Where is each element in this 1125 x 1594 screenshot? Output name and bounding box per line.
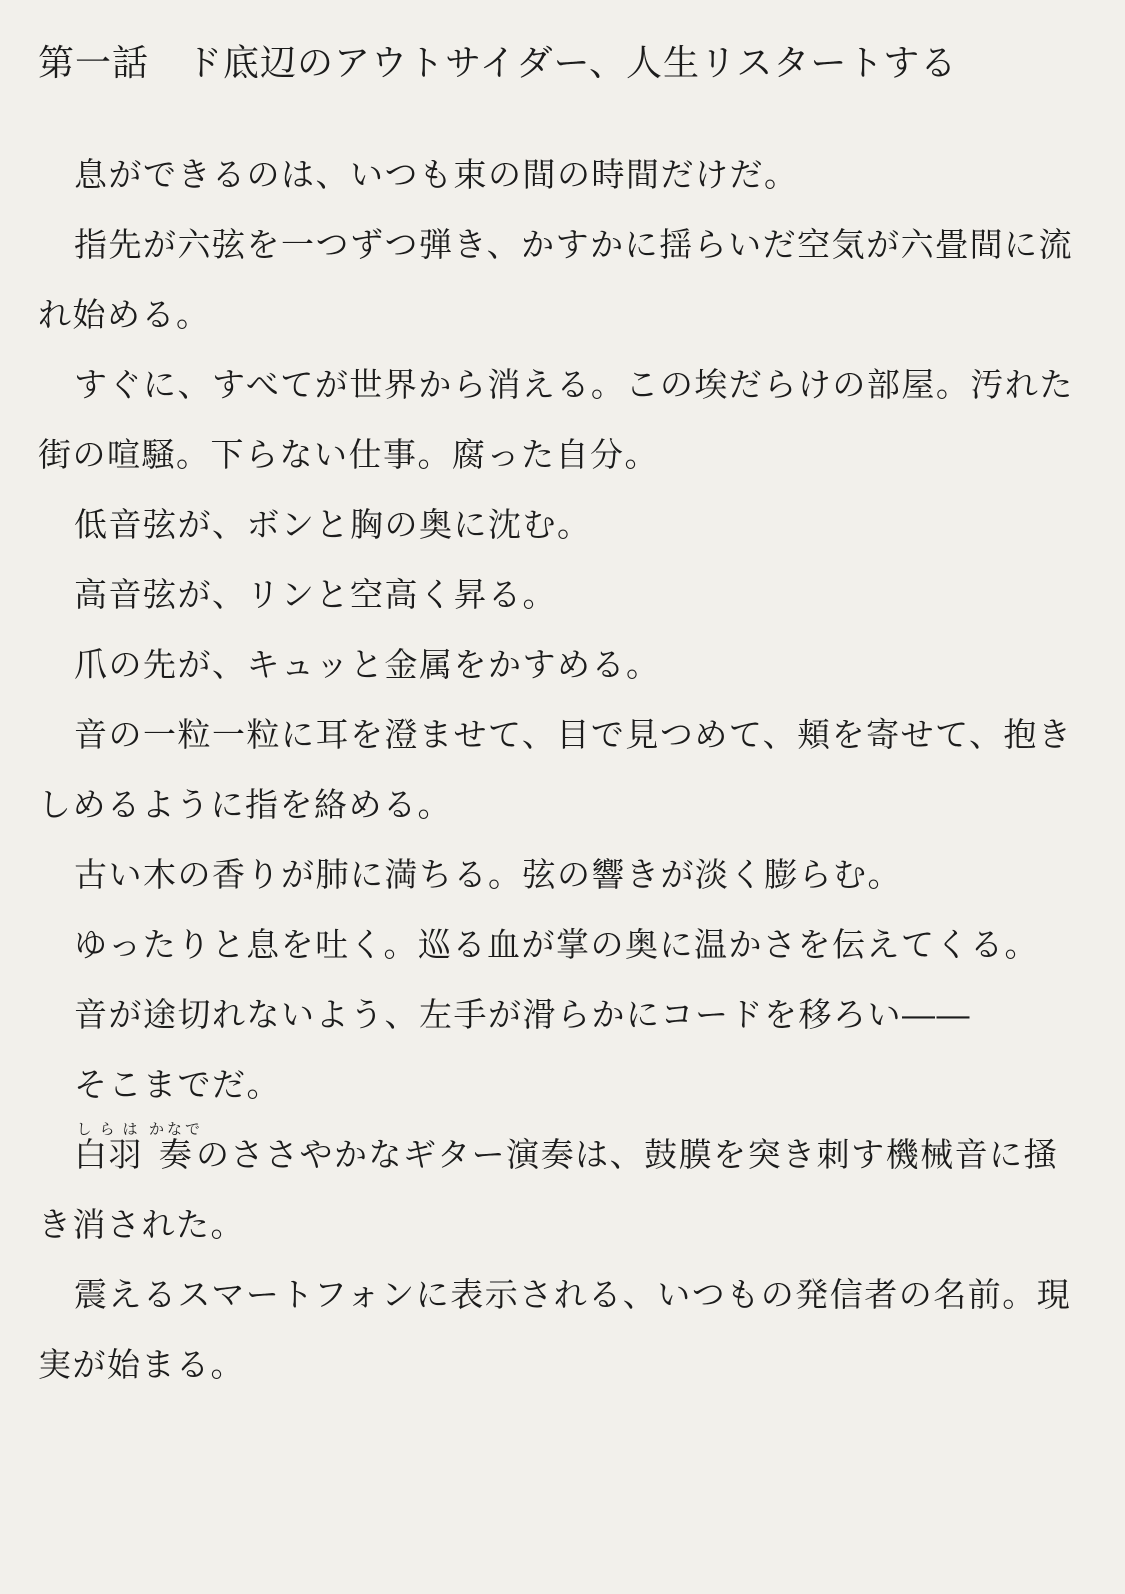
ruby-given-name xyxy=(149,1120,204,1174)
paragraph-with-ruby xyxy=(38,1120,1078,1260)
ruby-family-name xyxy=(74,1120,143,1174)
paragraph: そこまでだ。 xyxy=(74,1065,281,1104)
family-name-reading: しらは xyxy=(74,1120,143,1138)
paragraph: 古い木の香りが肺に満ちる。弦の響きが淡く膨らむ。 xyxy=(74,855,902,894)
given-name: 奏 xyxy=(149,1135,203,1174)
paragraph: 音が途切れないよう、左手が滑らかにコードを移ろい―― xyxy=(74,995,971,1034)
paragraph-rest: のささやかなギター演奏は、鼓膜を突き刺す機械音に掻き消された。 xyxy=(38,1135,1059,1244)
paragraph: 指先が六弦を一つずつ弾き、かすかに揺らいだ空気が六畳間に流れ始める。 xyxy=(38,225,1074,334)
chapter-title: 第一話 ド底辺のアウトサイダー、人生リスタートする xyxy=(38,43,958,84)
paragraph: ゆったりと息を吐く。巡る血が掌の奥に温かさを伝えてくる。 xyxy=(74,925,1040,964)
paragraph: 息ができるのは、いつも束の間の時間だけだ。 xyxy=(74,155,799,194)
given-name-reading: かなで xyxy=(149,1120,204,1138)
paragraph: すぐに、すべてが世界から消える。この埃だらけの部屋。汚れた街の喧騒。下らない仕事。腐った自分。 xyxy=(38,365,1074,474)
paragraph: 爪の先が、キュッと金属をかすめる。 xyxy=(74,645,661,684)
family-name: 白羽 xyxy=(74,1135,143,1174)
paragraph: 音の一粒一粒に耳を澄ませて、目で見つめて、頬を寄せて、抱きしめるように指を絡める。 xyxy=(38,715,1073,824)
novel-page xyxy=(38,40,1078,1400)
paragraph: 震えるスマートフォンに表示される、いつもの発信者の名前。現実が始まる。 xyxy=(38,1275,1072,1384)
paragraph: 低音弦が、ボンと胸の奥に沈む。 xyxy=(74,505,592,544)
paragraph: 高音弦が、リンと空高く昇る。 xyxy=(74,575,557,614)
